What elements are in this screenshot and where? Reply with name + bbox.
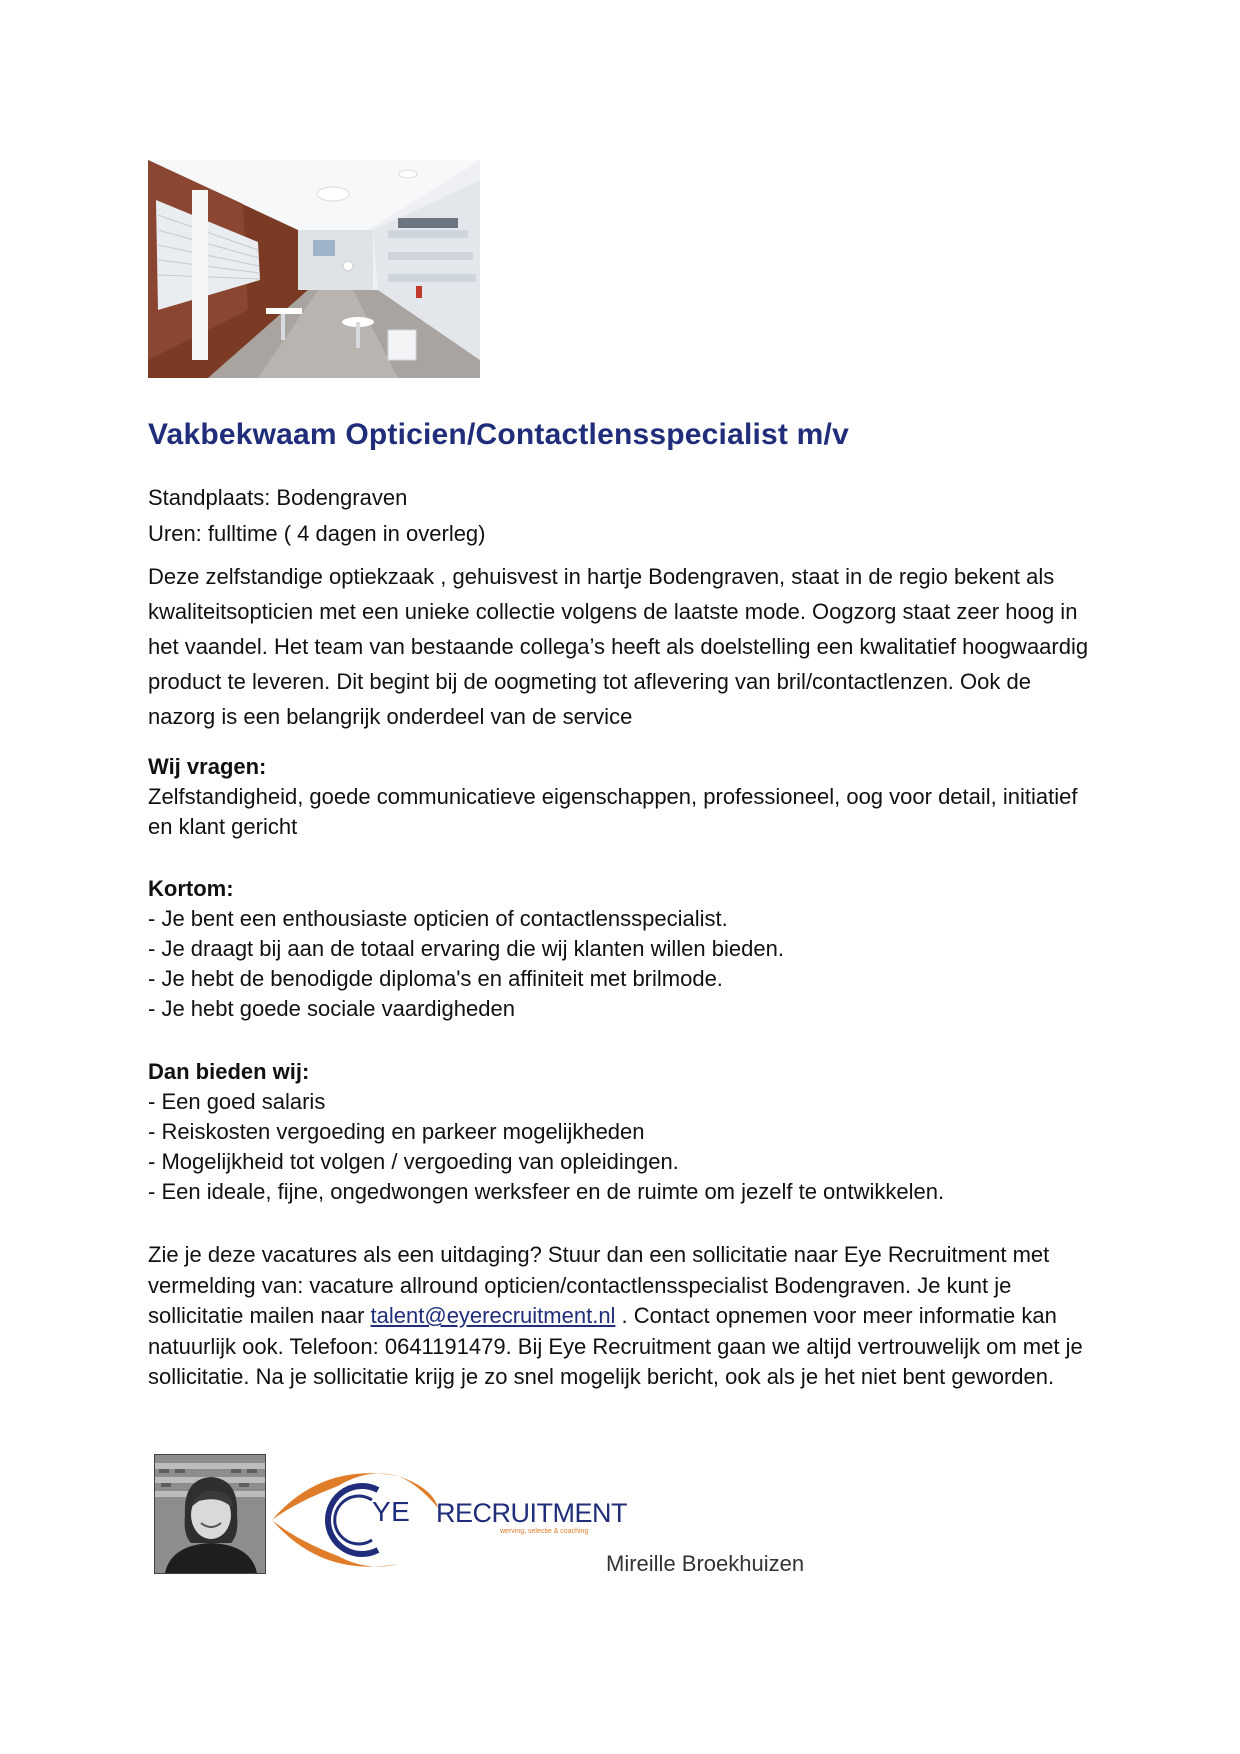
section-text: Zelfstandigheid, goede communicatieve eigenschappen, professioneel, oog voor detail, initiatief en klant gericht	[148, 784, 1078, 839]
section-kortom	[148, 874, 1108, 1024]
list-item: - Een goed salaris	[148, 1089, 326, 1114]
job-intro: Deze zelfstandige optiekzaak , gehuisvest in hartje Bodengraven, staat in de regio bekent als kwaliteitsopticien met een unieke collectie volgens de laatste mode. Oogzorg staat zeer hoog in het vaandel. Het team van bestaande collega’s heeft als doelstelling een kwalitatief hoogwaardig product te leveren. Dit begint bij de oogmeting tot aflevering van bril/contactlenzen. Ook de nazorg is een belangrijk onderdeel van de service	[148, 564, 1089, 729]
job-title: Vakbekwaam Opticien/Contactlensspecialist m/v	[148, 418, 849, 451]
list-item: - Reiskosten vergoeding en parkeer mogelijkheden	[148, 1119, 645, 1144]
closing-paragraph	[148, 1240, 1098, 1393]
list-item: - Een ideale, fijne, ongedwongen werksfeer en de ruimte om jezelf te ontwikkelen.	[148, 1179, 945, 1204]
list-item: - Je draagt bij aan de totaal ervaring die wij klanten willen bieden.	[148, 936, 784, 961]
job-hours: Uren: fulltime ( 4 dagen in overleg)	[148, 521, 486, 546]
list-item: - Je bent een enthousiaste opticien of contactlensspecialist.	[148, 906, 728, 931]
logo-ye-text: YE	[372, 1496, 411, 1527]
logo-tagline: werving, selectie & coaching	[500, 1528, 589, 1535]
section-heading: Wij vragen:	[148, 754, 267, 779]
list-item: - Je hebt de benodigde diploma's en affiniteit met brilmode.	[148, 966, 723, 991]
section-dan-bieden-wij	[148, 1057, 1108, 1207]
section-heading: Kortom:	[148, 876, 234, 901]
list-item: - Je hebt goede sociale vaardigheden	[148, 996, 515, 1021]
section-wij-vragen	[148, 752, 1108, 842]
store-interior-image	[148, 160, 480, 378]
closing-text-start: Zie je deze vacatures als een uitdaging? Stuur dan een sollicitatie naar Eye Recruitment met vermelding van: vacature allround opticien/contactlensspecialist Bodengraven. Je kunt je sollicitatie mailen naar	[148, 1242, 1050, 1328]
list-item: - Mogelijkheid tot volgen / vergoeding van opleidingen.	[148, 1149, 679, 1174]
section-heading: Dan bieden wij:	[148, 1059, 310, 1084]
email-link[interactable]: talent@eyerecruitment.nl	[370, 1303, 616, 1328]
eye-recruitment-logo	[268, 1468, 627, 1576]
logo-wordmark: RECRUITMENT	[436, 1498, 627, 1528]
bieden-list	[148, 1087, 1108, 1207]
kortom-list	[148, 904, 1108, 1024]
job-meta	[148, 480, 486, 552]
job-location: Standplaats: Bodengraven	[148, 485, 408, 510]
recruiter-portrait	[154, 1454, 266, 1574]
signature-name: Mireille Broekhuizen	[606, 1551, 805, 1576]
closing-text-end: . Contact opnemen voor meer informatie kan natuurlijk ook. Telefoon: 0641191479. Bij Eye Recruitment gaan we altijd vertrouwelijk om met je sollicitatie. Na je sollicitatie krijg je zo snel mogelijk bericht, ook als je het niet bent geworden.	[148, 1303, 1083, 1389]
